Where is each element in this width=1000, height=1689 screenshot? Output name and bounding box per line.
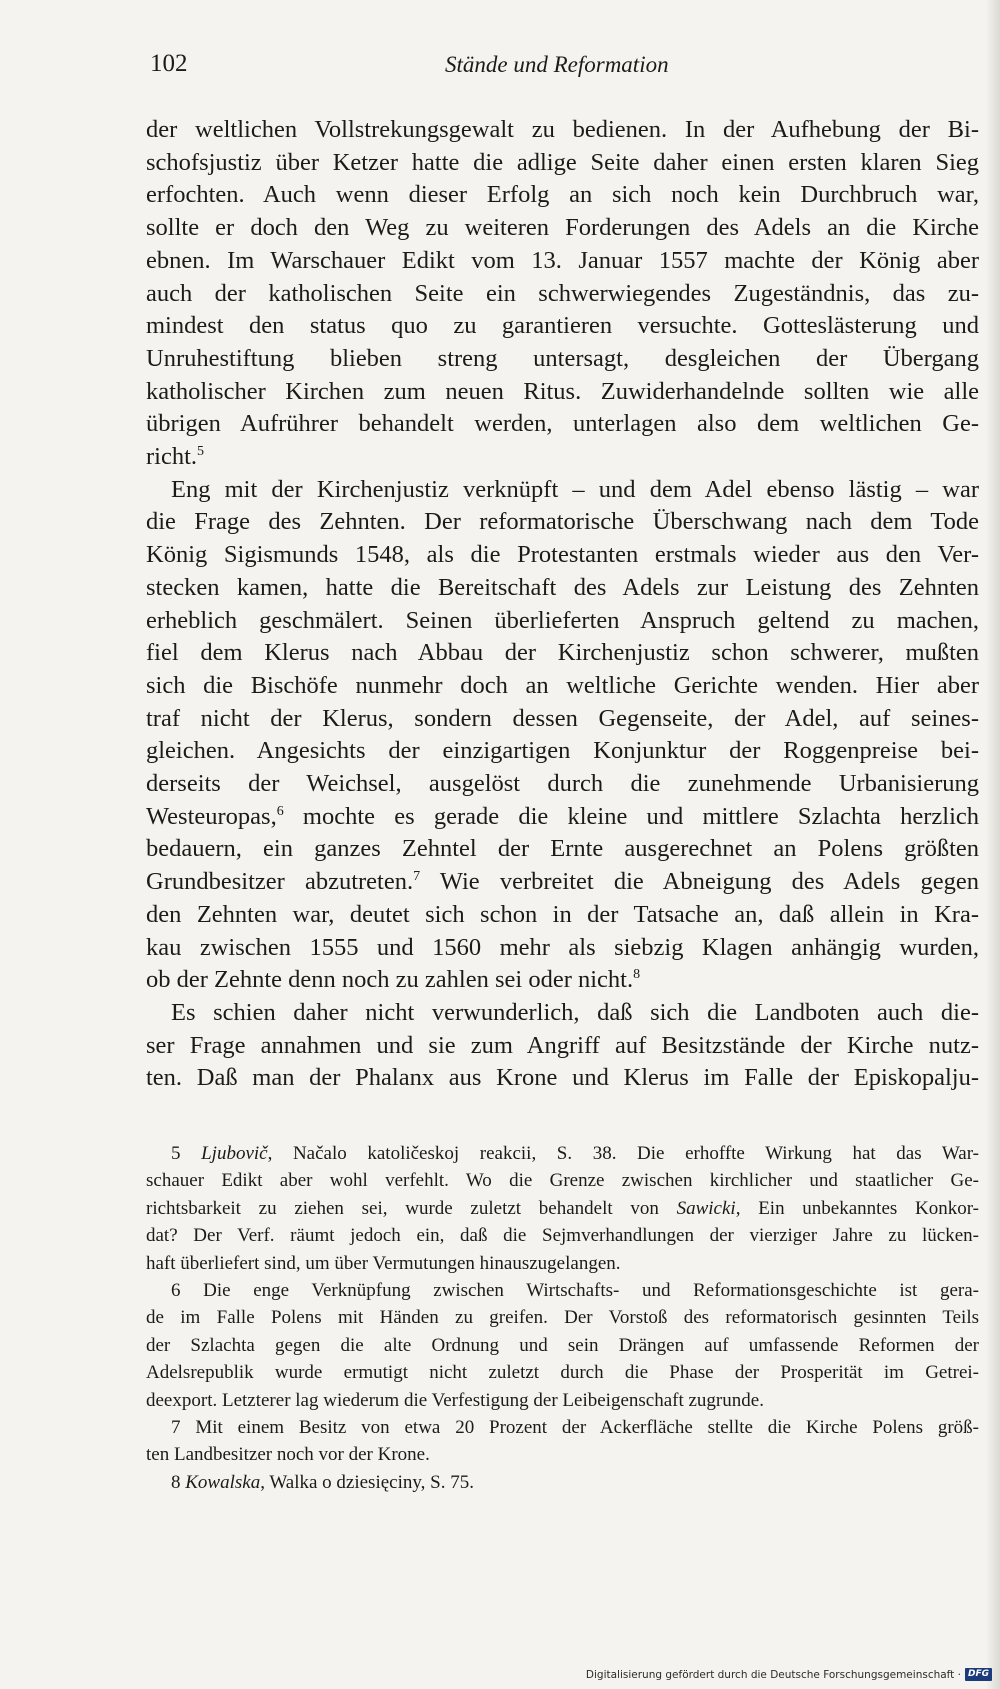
footnote-number: 5: [171, 1143, 181, 1164]
text-line: ser Frage annahmen und sie zum Angriff auf Besitzstände der Kirche nutz-: [146, 1031, 979, 1059]
text-line: stecken kamen, hatte die Bereitschaft des Adels zur Leistung des Zehnten: [146, 573, 979, 601]
footnote-7: [146, 1414, 979, 1469]
footnote-line: schauer Edikt aber wohl verfehlt. Wo die Grenze zwischen kirchlicher und staatlicher Ge-: [146, 1170, 979, 1192]
text-line: erheblich geschmälert. Seinen überlieferten Anspruch geltend zu machen,: [146, 606, 979, 634]
text-line: fiel dem Klerus nach Abbau der Kirchenjustiz schon schwerer, mußten: [146, 639, 979, 667]
footnote-line: deexport. Letzterer lag wiederum die Verfestigung der Leibeigenschaft zugrunde.: [146, 1389, 764, 1411]
footnote-text: Mit einem Besitz von etwa 20 Prozent der Ackerfläche stellte die Kirche Polens größ-: [180, 1417, 979, 1439]
text-line: der weltlichen Vollstrekungsgewalt zu bedienen. In der Aufhebung der Bi-: [146, 116, 979, 143]
footnote-line: [146, 1195, 979, 1222]
footnote-6: [146, 1277, 979, 1414]
digitization-credit: [586, 1668, 992, 1681]
text-line: [146, 866, 979, 899]
footnote-ref-8[interactable]: 8: [633, 967, 641, 983]
text-line: Eng mit der Kirchenjustiz verknüpft – und dem Adel ebenso lästig – war: [171, 475, 979, 503]
footnote-line: haft überliefert sind, um über Vermutungen hinauszugelangen.: [146, 1252, 621, 1274]
text-line: sollte er doch den Weg zu weiteren Forderungen des Adels an die Kirche: [146, 214, 979, 242]
text-span: mochte es gerade die kleine und mittlere Szlachta herzlich: [283, 802, 979, 830]
footnote-line: dat? Der Verf. räumt jedoch ein, daß die Sejmverhandlungen der vierziger Jahre zu lücken-: [146, 1225, 979, 1247]
text-line: [146, 801, 979, 834]
footnote-author: Sawicki: [676, 1197, 736, 1219]
text-line: den Zehnten war, deutet sich schon in der Tatsache an, daß allein in Kra-: [146, 900, 979, 928]
footnotes: [146, 1140, 979, 1496]
credit-text: Digitalisierung gefördert durch die Deutsche Forschungsgemeinschaft ·: [585, 1668, 961, 1681]
footnote-text: , Ein unbekanntes Konkor-: [735, 1197, 979, 1219]
text-line: ebnen. Im Warschauer Edikt vom 13. Januar 1557 machte der König aber: [146, 246, 979, 274]
footnote-number: 7: [171, 1417, 181, 1439]
footnote-text: Die enge Verknüpfung zwischen Wirtschafts- und Reformationsgeschichte ist gera-: [180, 1280, 979, 1302]
footnote-author: Kowalska: [185, 1471, 261, 1493]
footnote-line: [146, 1414, 979, 1441]
footnote-number: 6: [171, 1280, 181, 1302]
text-line: Unruhestiftung blieben streng untersagt, desgleichen der Übergang: [146, 344, 979, 372]
page-number: 102: [150, 50, 188, 77]
text-line: Es schien daher nicht verwunderlich, daß sich die Landboten auch die-: [171, 998, 979, 1026]
text-line: traf nicht der Klerus, sondern dessen Gegenseite, der Adel, auf seines-: [146, 704, 979, 732]
footnote-line: der Szlachta gegen die alte Ordnung und sein Drängen auf umfassende Reformen der: [146, 1334, 979, 1356]
footnote-author: Ljubovič: [201, 1143, 268, 1164]
text-line: König Sigismunds 1548, als die Protestanten erstmals wieder aus den Ver-: [146, 541, 979, 569]
footnote-text: richtsbarkeit zu ziehen sei, wurde zuletzt behandelt von: [146, 1197, 677, 1219]
footnote-5: [146, 1140, 979, 1277]
text-line: kau zwischen 1555 und 1560 mehr als siebzig Klagen anhängig wurden,: [146, 933, 979, 961]
footnote-line: de im Falle Polens mit Händen zu greifen. Der Vorstoß des reformatorisch gesinnten Teils: [146, 1307, 979, 1329]
footnote-text: , Walka o dziesięciny, S. 75.: [260, 1471, 474, 1493]
text-line: gleichen. Angesichts der einzigartigen Konjunktur der Roggenpreise bei-: [146, 737, 979, 765]
page-header: [150, 50, 980, 90]
footnote-ref-5[interactable]: 5: [197, 443, 205, 459]
text-line: derseits der Weichsel, ausgelöst durch die zunehmende Urbanisierung: [146, 770, 979, 798]
text-line: bedauern, ein ganzes Zehntel der Ernte ausgerechnet an Polens größten: [146, 835, 979, 863]
footnote-line: [146, 1277, 979, 1304]
text-line: auch der katholischen Seite ein schwerwiegendes Zugeständnis, das zu-: [146, 279, 979, 307]
text-line: übrigen Aufrührer behandelt werden, unterlagen also dem weltlichen Ge-: [146, 410, 979, 438]
footnote-line: [146, 1140, 979, 1167]
text-line: ten. Daß man der Phalanx aus Krone und Klerus im Falle der Episkopalju-: [146, 1064, 979, 1092]
text-line: [146, 964, 979, 997]
footnote-line: Adelsrepublik wurde ermutigt nicht zuletzt durch die Phase der Prosperität im Getrei-: [146, 1362, 979, 1384]
text-line: erfochten. Auch wenn dieser Erfolg an sich noch kein Durchbruch war,: [146, 181, 979, 209]
text-span: ob der Zehnte denn noch zu zahlen sei oder nicht.: [146, 966, 634, 994]
text-line: katholischer Kirchen zum neuen Ritus. Zuwiderhandelnde sollten wie alle: [146, 377, 979, 405]
main-text: [146, 114, 979, 1095]
footnote-line: [146, 1469, 979, 1496]
text-line: schofsjustiz über Ketzer hatte die adlige Seite daher einen ersten klaren Sieg: [146, 148, 979, 176]
page-edge-shadow: [986, 0, 1000, 1689]
text-span: richt.: [146, 443, 198, 471]
footnote-ref-7[interactable]: 7: [413, 869, 421, 885]
text-span: Grundbesitzer abzutreten.: [146, 868, 414, 896]
text-span: Wie verbreitet die Abneigung des Adels gegen: [420, 868, 979, 896]
footnote-text: , Načalo katoličeskoj reakcii, S. 38. Die erhoffte Wirkung hat das War-: [267, 1143, 980, 1164]
text-line: sich die Bischöfe nunmehr doch an weltliche Gerichte wenden. Hier aber: [146, 671, 979, 699]
footnote-number: 8: [171, 1471, 181, 1493]
text-line: die Frage des Zehnten. Der reformatorische Überschwang nach dem Tode: [146, 508, 979, 536]
footnote-ref-6[interactable]: 6: [276, 803, 284, 819]
dfg-logo[interactable]: DFG: [965, 1668, 992, 1681]
text-line: mindest den status quo zu garantieren versuchte. Gotteslästerung und: [146, 312, 979, 340]
footnote-8: [146, 1469, 979, 1496]
text-line: [146, 441, 979, 474]
running-title: Stände und Reformation: [445, 52, 669, 77]
footnote-line: ten Landbesitzer noch vor der Krone.: [146, 1444, 430, 1466]
text-span: Westeuropas,: [146, 802, 277, 830]
